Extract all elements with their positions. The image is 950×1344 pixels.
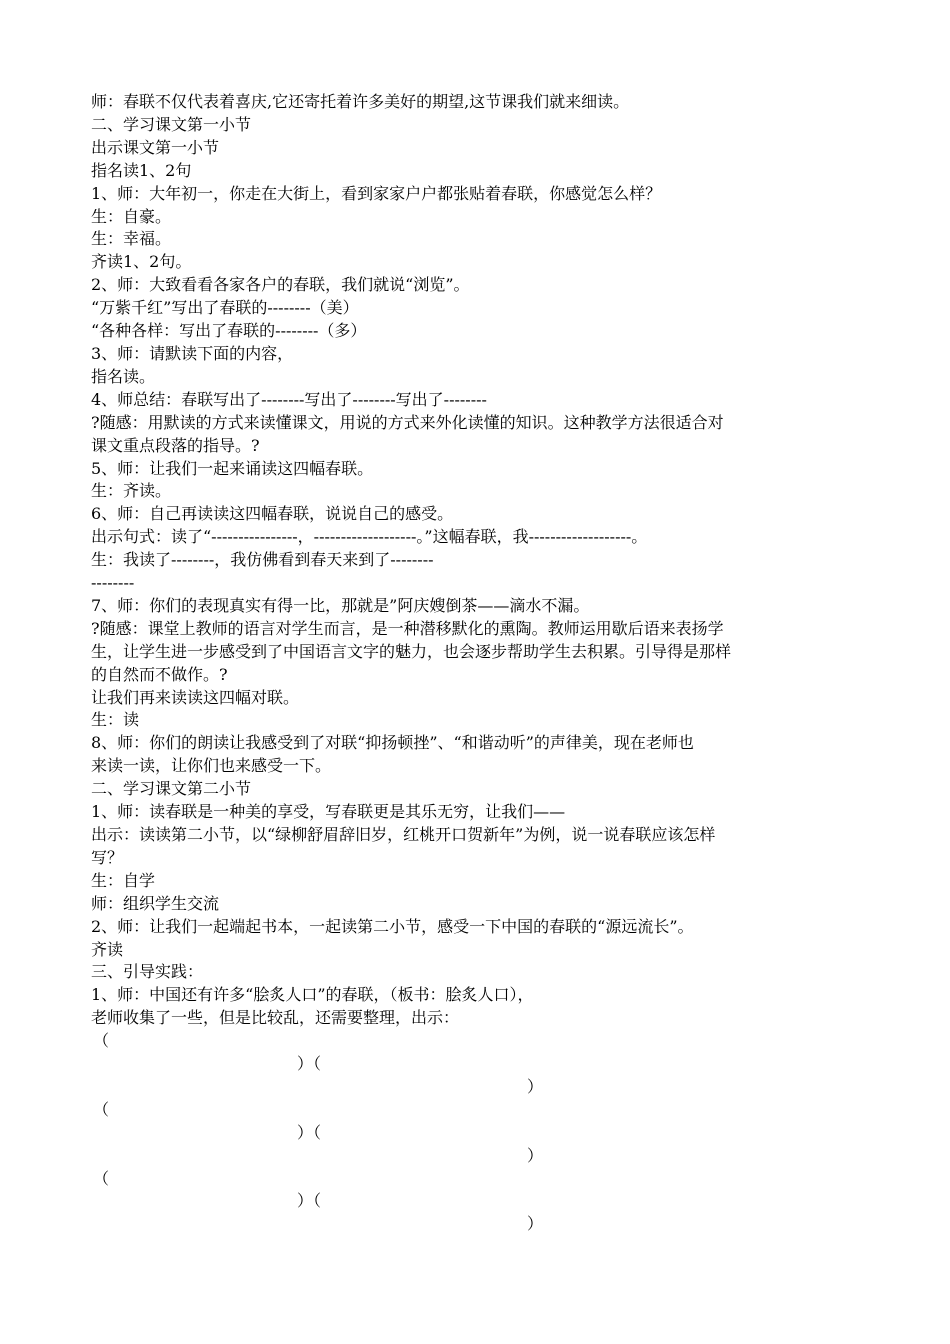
text-line: 师：春联不仅代表着喜庆,它还寄托着许多美好的期望,这节课我们就来细读。 [91, 92, 630, 111]
blank-middle-row [91, 1053, 871, 1076]
text-line: 老师收集了一些，但是比较乱，还需要整理，出示： [91, 1008, 460, 1028]
text-line: 出示句式：读了“----------------，-------------------。”这幅春联，我-------------------。 [91, 527, 648, 547]
section-heading: 二、学习课文第一小节 [91, 114, 252, 134]
text-line: 来读一读，让你们也来感受一下。 [91, 756, 332, 776]
text-line: 生：齐读。 [91, 481, 172, 501]
blank-close: ） [527, 1076, 544, 1096]
blank-open: （ [93, 1031, 110, 1051]
text-line: “各种各样：写出了春联的--------（多） [91, 321, 367, 341]
document-page [91, 91, 871, 1236]
text-line: 生：我读了--------，我仿佛看到春天来到了-------- [91, 550, 434, 570]
blank-close-row [91, 1145, 871, 1168]
text-line: 生：幸福。 [91, 229, 172, 249]
text-line: 4、师总结：春联写出了--------写出了--------写出了-------- [91, 389, 487, 409]
blank-open-row [91, 1030, 871, 1053]
blank-close-row [91, 1213, 871, 1236]
section-heading: 三、引导实践： [91, 962, 204, 982]
text-line: 出示：读读第二小节，以“绿柳舒眉辞旧岁，红桃开口贺新年”为例，说一说春联应该怎样 [91, 825, 716, 844]
text-line: 3、师：请默读下面的内容， [91, 343, 294, 363]
text-line: 课文重点段落的指导。? [91, 435, 260, 455]
text-line: ?随感：课堂上教师的语言对学生而言，是一种潜移默化的熏陶。教师运用歇后语来表扬学 [91, 618, 724, 638]
blank-open: （ [93, 1099, 110, 1119]
text-line: 2、师：大致看看各家各户的春联，我们就说“浏览”。 [91, 275, 470, 295]
blank-open: （ [93, 1168, 110, 1188]
blank-open-row [91, 1168, 871, 1191]
text-line: 齐读 [91, 939, 124, 959]
section-heading: 二、学习课文第二小节 [91, 779, 252, 799]
text-line: 2、师：让我们一起端起书本，一起读第二小节，感受一下中国的春联的“源远流长”。 [91, 916, 694, 936]
text-line: 5、师：让我们一起来诵读这四幅春联。 [91, 458, 374, 478]
text-line: 生：自豪。 [91, 206, 172, 226]
blank-close-row [91, 1076, 871, 1099]
text-line: 1、师：读春联是一种美的享受，写春联更是其乐无穷，让我们—— [91, 802, 566, 822]
text-line: 8、师：你们的朗读让我感受到了对联“抑扬顿挫”、“和谐动听”的声律美，现在老师也 [91, 733, 694, 753]
text-line: 生：读 [91, 710, 140, 730]
text-line: 出示课文第一小节 [91, 137, 220, 157]
text-line: 指名读1、2句 [91, 160, 192, 180]
text-line: 1、师：大年初一，你走在大街上，看到家家户户都张贴着春联，你感觉怎么样？ [91, 183, 662, 203]
blank-open-row [91, 1099, 871, 1122]
text-line: 生：自学 [91, 870, 156, 890]
blank-middle: ）（ [297, 1191, 322, 1211]
text-line: 的自然而不做作。? [91, 664, 228, 684]
blank-middle: ）（ [297, 1054, 322, 1074]
text-line: 1、师：中国还有许多“脍炙人口”的春联，（板书：脍炙人口）， [91, 985, 534, 1005]
text-line: 让我们再来读读这四幅对联。 [91, 687, 300, 707]
blank-close: ） [527, 1145, 544, 1165]
text-line: 7、师：你们的表现真实有得一比，那就是”阿庆嫂倒茶——滴水不漏。 [91, 595, 590, 615]
blank-middle-row [91, 1190, 871, 1213]
text-line: ?随感：用默读的方式来读懂课文，用说的方式来外化读懂的知识。这种教学方法很适合对 [91, 412, 724, 432]
couplet-blanks [91, 1030, 871, 1236]
text-line: 6、师：自己再读读这四幅春联，说说自己的感受。 [91, 504, 454, 524]
text-line: 生，让学生进一步感受到了中国语言文字的魅力，也会逐步帮助学生去积累。引导得是那样 [91, 641, 732, 661]
blank-middle: ）（ [297, 1122, 322, 1142]
text-line: 师：组织学生交流 [91, 893, 220, 913]
text-line: -------- [91, 573, 135, 593]
text-line: 写？ [91, 847, 124, 867]
text-line: 指名读。 [91, 366, 156, 386]
blank-close: ） [527, 1214, 544, 1234]
blank-middle-row [91, 1122, 871, 1145]
text-line: 齐读1、2句。 [91, 252, 192, 272]
text-line: “万紫千红”写出了春联的--------（美） [91, 298, 359, 318]
